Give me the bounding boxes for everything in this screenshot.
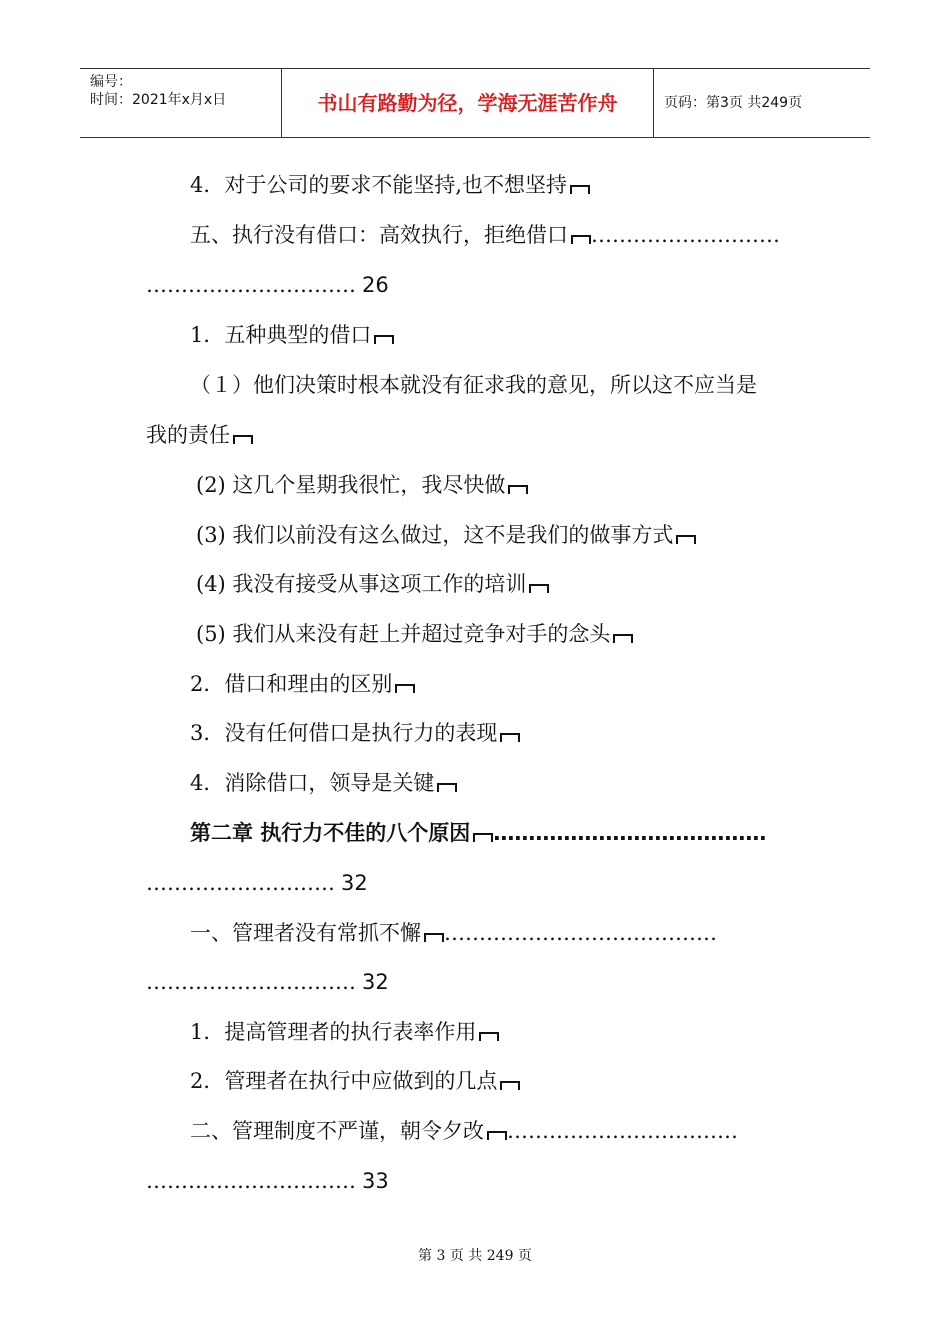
toc-entry-continuation xyxy=(146,967,389,997)
toc-entry-text: 1．提高管理者的执行表率作用 xyxy=(190,1020,477,1044)
toc-entry-continuation xyxy=(146,868,368,898)
toc-entry-text: 2．管理者在执行中应做到的几点 xyxy=(190,1069,498,1093)
toc-entry[interactable] xyxy=(190,1066,520,1096)
toc-entry-text: (3) 我们以前没有这么做过，这不是我们的做事方式 xyxy=(196,523,674,547)
toc-entry-text: (2) 这几个星期我很忙，我尽快做 xyxy=(196,473,506,497)
toc-entry-continuation xyxy=(146,1166,389,1196)
toc-leader-dots: ………………………… xyxy=(146,1169,356,1193)
toc-entry[interactable] xyxy=(196,619,633,649)
toc-entry-text: 3．没有任何借口是执行力的表现 xyxy=(190,721,498,745)
toc-leader-dots: ………………………………… xyxy=(444,921,717,945)
toc-leader-dots: ………………………… xyxy=(146,970,356,994)
toc-entry-text: (4) 我没有接受从事这项工作的培训 xyxy=(196,572,527,596)
toc-page-number: 32 xyxy=(362,970,389,994)
toc-entry[interactable] xyxy=(196,569,549,599)
toc-leader-dots: ………………………… xyxy=(146,273,356,297)
toc-leader-dots: …………………………… xyxy=(507,1119,738,1143)
page-footer: 第 3 页 共 249 页 xyxy=(418,1248,532,1264)
toc-entry-text: 4．对于公司的要求不能坚持,也不想坚持 xyxy=(190,173,568,197)
toc-page-number: 32 xyxy=(341,871,368,895)
return-mark-icon xyxy=(500,733,520,742)
header-divider xyxy=(653,69,654,137)
toc-entry-text: 五、执行没有借口：高效执行，拒绝借口 xyxy=(190,223,568,247)
header-meta xyxy=(90,73,226,109)
toc-entry-continuation xyxy=(146,270,389,300)
toc-leader-dots: ………………………………… xyxy=(493,821,767,845)
toc-entry[interactable] xyxy=(196,470,528,500)
toc-page-number: 33 xyxy=(362,1169,389,1193)
toc-entry[interactable] xyxy=(190,669,415,699)
toc-entry-text: 4．消除借口，领导是关键 xyxy=(190,771,435,795)
toc-leader-dots: ……………………… xyxy=(146,871,335,895)
toc-entry-text: （１）他们决策时根本就没有征求我的意见，所以这不应当是 xyxy=(190,373,757,397)
header-number: 编号： xyxy=(90,74,132,90)
toc-entry[interactable] xyxy=(196,520,696,550)
return-mark-icon xyxy=(508,485,528,494)
toc-chapter-title: 第二章 执行力不佳的八个原因 xyxy=(190,821,471,845)
toc-entry[interactable] xyxy=(190,370,757,400)
return-mark-icon xyxy=(473,833,493,842)
return-mark-icon xyxy=(374,335,394,344)
return-mark-icon xyxy=(613,634,633,643)
return-mark-icon xyxy=(529,584,549,593)
return-mark-icon xyxy=(479,1032,499,1041)
toc-entry[interactable] xyxy=(190,1017,499,1047)
return-mark-icon xyxy=(395,684,415,693)
toc-entry-continuation xyxy=(146,420,253,450)
toc-entry[interactable] xyxy=(190,918,717,948)
toc-entry[interactable] xyxy=(190,170,590,200)
return-mark-icon xyxy=(233,435,253,444)
toc-entry-text: 2．借口和理由的区别 xyxy=(190,672,393,696)
toc-entry[interactable] xyxy=(190,1116,738,1146)
toc-entry[interactable] xyxy=(190,768,457,798)
toc-entry[interactable] xyxy=(190,320,394,350)
toc-entry[interactable] xyxy=(190,718,520,748)
return-mark-icon xyxy=(424,933,444,942)
return-mark-icon xyxy=(500,1081,520,1090)
return-mark-icon xyxy=(571,235,591,244)
return-mark-icon xyxy=(487,1131,507,1140)
toc-entry-text: 我的责任 xyxy=(146,423,230,447)
return-mark-icon xyxy=(437,783,457,792)
toc-entry-text: (5) 我们从来没有赶上并超过竞争对手的念头 xyxy=(196,622,611,646)
toc-chapter-entry[interactable] xyxy=(190,818,766,848)
return-mark-icon xyxy=(676,535,696,544)
toc-entry[interactable] xyxy=(190,220,780,250)
toc-entry-text: 二、管理制度不严谨，朝令夕改 xyxy=(190,1119,484,1143)
header-time: 时间：2021年x月x日 xyxy=(90,92,227,108)
header-motto: 书山有路勤为径，学海无涯苦作舟 xyxy=(317,91,618,115)
toc-entry-text: 1．五种典型的借口 xyxy=(190,323,372,347)
header-page-info: 页码：第3页 共249页 xyxy=(664,95,803,111)
return-mark-icon xyxy=(570,185,590,194)
toc-page-number: 26 xyxy=(362,273,389,297)
page-header xyxy=(80,68,870,138)
toc-leader-dots: ……………………… xyxy=(591,223,780,247)
toc-entry-text: 一、管理者没有常抓不懈 xyxy=(190,921,421,945)
